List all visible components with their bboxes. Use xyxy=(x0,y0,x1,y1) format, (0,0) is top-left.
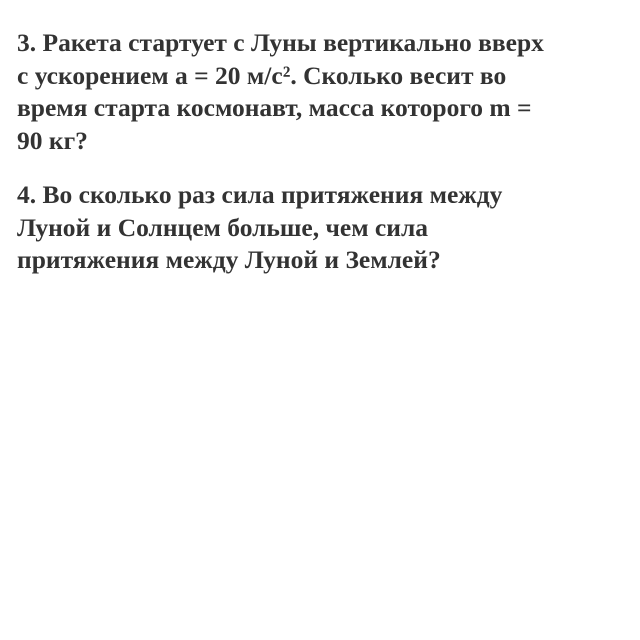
problem-3-line-3: время старта космонавт, масса которого m = xyxy=(17,93,532,122)
problem-list xyxy=(17,27,623,277)
problem-4 xyxy=(17,179,623,277)
problem-4-line-2: Луной и Солнцем больше, чем сила xyxy=(17,212,429,242)
problem-3-line-2: с ускорением a = 20 м/с². Сколько весит во xyxy=(17,60,507,90)
problem-4-line-1: 4. Во сколько раз сила притяжения между xyxy=(17,180,503,209)
problem-3 xyxy=(17,27,623,157)
problem-3-line-4: 90 кг? xyxy=(17,125,88,155)
problem-3-line-1: 3. Ракета стартует с Луны вертикально вверх xyxy=(17,28,544,57)
problem-4-line-3: притяжения между Луной и Землей? xyxy=(17,245,441,274)
